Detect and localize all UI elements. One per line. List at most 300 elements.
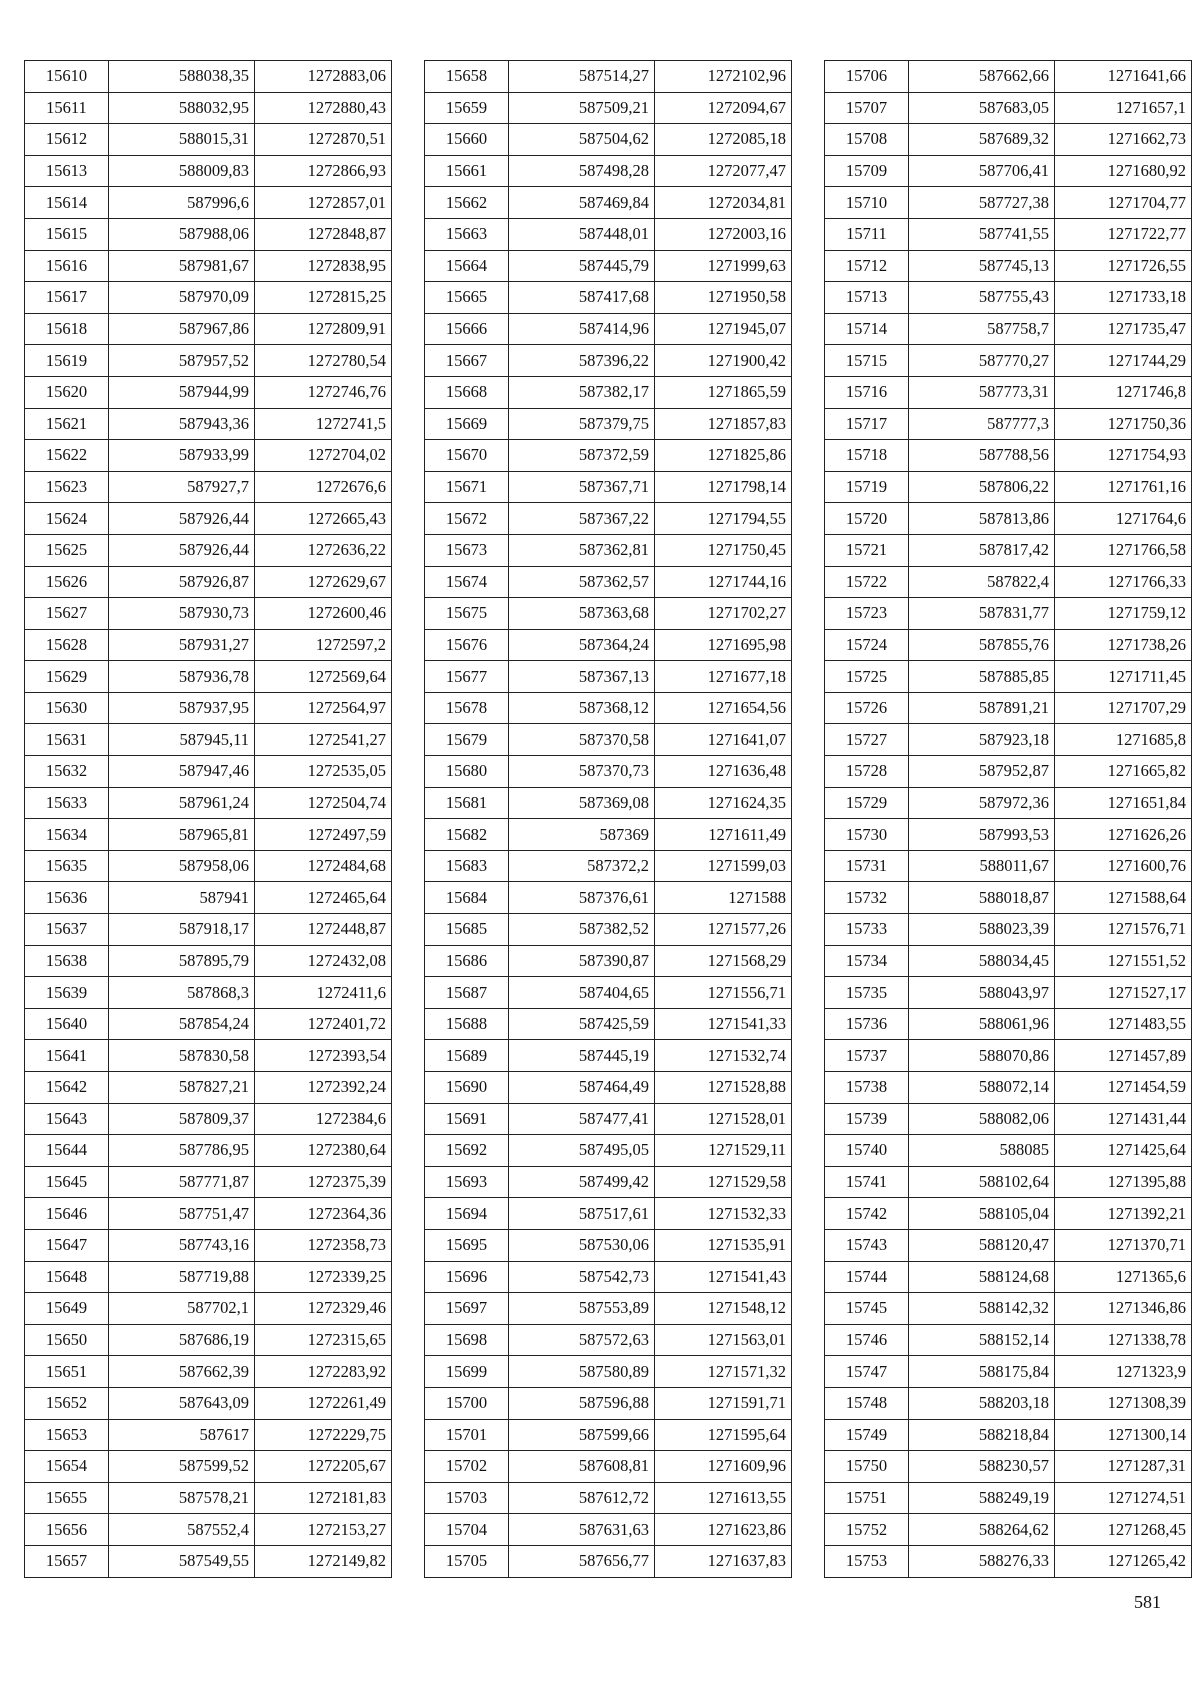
point-number-cell: 15707 [825,92,909,124]
point-number-cell: 15731 [825,850,909,882]
x-coordinate-cell: 587517,61 [509,1198,655,1230]
x-coordinate-cell: 587686,19 [109,1324,255,1356]
point-number-cell: 15630 [25,692,109,724]
coordinate-table-body [825,61,1192,1578]
x-coordinate-cell: 587943,36 [109,408,255,440]
point-number-cell: 15629 [25,661,109,693]
y-coordinate-cell: 1271623,86 [655,1514,792,1546]
point-number-cell: 15680 [425,756,509,788]
x-coordinate-cell: 588203,18 [909,1387,1055,1419]
x-coordinate-cell: 588120,47 [909,1229,1055,1261]
table-row [425,471,792,503]
table-row [825,629,1192,661]
x-coordinate-cell: 588102,64 [909,1166,1055,1198]
table-row [425,1387,792,1419]
point-number-cell: 15717 [825,408,909,440]
table-row [825,1324,1192,1356]
y-coordinate-cell: 1271535,91 [655,1229,792,1261]
table-row [825,61,1192,93]
y-coordinate-cell: 1271707,29 [1055,692,1192,724]
table-row [825,1545,1192,1577]
table-row [25,124,392,156]
point-number-cell: 15669 [425,408,509,440]
table-row [425,440,792,472]
table-row [425,1040,792,1072]
table-row [825,1482,1192,1514]
table-row [25,1103,392,1135]
point-number-cell: 15624 [25,503,109,535]
x-coordinate-cell: 587927,7 [109,471,255,503]
x-coordinate-cell: 587498,28 [509,155,655,187]
x-coordinate-cell: 587947,46 [109,756,255,788]
y-coordinate-cell: 1272380,64 [255,1135,392,1167]
y-coordinate-cell: 1271370,71 [1055,1229,1192,1261]
y-coordinate-cell: 1271641,66 [1055,61,1192,93]
y-coordinate-cell: 1271571,32 [655,1356,792,1388]
point-number-cell: 15705 [425,1545,509,1577]
x-coordinate-cell: 587806,22 [909,471,1055,503]
table-row [825,566,1192,598]
y-coordinate-cell: 1271702,27 [655,598,792,630]
y-coordinate-cell: 1272261,49 [255,1387,392,1419]
point-number-cell: 15675 [425,598,509,630]
point-number-cell: 15695 [425,1229,509,1261]
point-number-cell: 15640 [25,1008,109,1040]
y-coordinate-cell: 1271759,12 [1055,598,1192,630]
y-coordinate-cell: 1271750,36 [1055,408,1192,440]
point-number-cell: 15734 [825,945,909,977]
table-row [825,1356,1192,1388]
y-coordinate-cell: 1271529,11 [655,1135,792,1167]
point-number-cell: 15709 [825,155,909,187]
y-coordinate-cell: 1271568,29 [655,945,792,977]
table-row [825,1451,1192,1483]
point-number-cell: 15677 [425,661,509,693]
point-number-cell: 15645 [25,1166,109,1198]
x-coordinate-cell: 587933,99 [109,440,255,472]
table-row [25,756,392,788]
point-number-cell: 15633 [25,787,109,819]
point-number-cell: 15663 [425,218,509,250]
point-number-cell: 15712 [825,250,909,282]
table-row [25,1229,392,1261]
table-row [425,661,792,693]
point-number-cell: 15631 [25,724,109,756]
point-number-cell: 15625 [25,534,109,566]
x-coordinate-cell: 587369 [509,819,655,851]
x-coordinate-cell: 587509,21 [509,92,655,124]
x-coordinate-cell: 587809,37 [109,1103,255,1135]
y-coordinate-cell: 1271609,96 [655,1451,792,1483]
table-row [825,124,1192,156]
table-row [825,345,1192,377]
y-coordinate-cell: 1271738,26 [1055,629,1192,661]
point-number-cell: 15649 [25,1293,109,1325]
x-coordinate-cell: 587477,41 [509,1103,655,1135]
y-coordinate-cell: 1271599,03 [655,850,792,882]
x-coordinate-cell: 587970,09 [109,282,255,314]
y-coordinate-cell: 1271346,86 [1055,1293,1192,1325]
x-coordinate-cell: 587530,06 [509,1229,655,1261]
table-row [425,1451,792,1483]
x-coordinate-cell: 588072,14 [909,1072,1055,1104]
x-coordinate-cell: 587608,81 [509,1451,655,1483]
point-number-cell: 15636 [25,882,109,914]
y-coordinate-cell: 1272504,74 [255,787,392,819]
point-number-cell: 15692 [425,1135,509,1167]
point-number-cell: 15742 [825,1198,909,1230]
y-coordinate-cell: 1271657,1 [1055,92,1192,124]
point-number-cell: 15736 [825,1008,909,1040]
y-coordinate-cell: 1272401,72 [255,1008,392,1040]
y-coordinate-cell: 1271761,16 [1055,471,1192,503]
table-row [425,629,792,661]
y-coordinate-cell: 1271548,12 [655,1293,792,1325]
x-coordinate-cell: 587830,58 [109,1040,255,1072]
coordinate-table-3 [824,60,1192,1578]
table-row [25,1324,392,1356]
point-number-cell: 15733 [825,914,909,946]
x-coordinate-cell: 587967,86 [109,313,255,345]
y-coordinate-cell: 1271532,33 [655,1198,792,1230]
point-number-cell: 15715 [825,345,909,377]
point-number-cell: 15618 [25,313,109,345]
table-row [825,471,1192,503]
table-row [25,61,392,93]
y-coordinate-cell: 1271999,63 [655,250,792,282]
y-coordinate-cell: 1272780,54 [255,345,392,377]
y-coordinate-cell: 1272358,73 [255,1229,392,1261]
x-coordinate-cell: 587379,75 [509,408,655,440]
point-number-cell: 15729 [825,787,909,819]
y-coordinate-cell: 1272094,67 [655,92,792,124]
y-coordinate-cell: 1271654,56 [655,692,792,724]
x-coordinate-cell: 588276,33 [909,1545,1055,1577]
x-coordinate-cell: 588142,32 [909,1293,1055,1325]
x-coordinate-cell: 587599,52 [109,1451,255,1483]
table-row [825,534,1192,566]
table-row [825,503,1192,535]
y-coordinate-cell: 1272085,18 [655,124,792,156]
y-coordinate-cell: 1271425,64 [1055,1135,1192,1167]
point-number-cell: 15637 [25,914,109,946]
point-number-cell: 15678 [425,692,509,724]
x-coordinate-cell: 587972,36 [909,787,1055,819]
x-coordinate-cell: 587414,96 [509,313,655,345]
x-coordinate-cell: 587612,72 [509,1482,655,1514]
point-number-cell: 15719 [825,471,909,503]
table-row [825,1198,1192,1230]
point-number-cell: 15699 [425,1356,509,1388]
point-number-cell: 15706 [825,61,909,93]
point-number-cell: 15623 [25,471,109,503]
y-coordinate-cell: 1271677,18 [655,661,792,693]
table-row [825,1008,1192,1040]
x-coordinate-cell: 587813,86 [909,503,1055,535]
table-row [825,1229,1192,1261]
y-coordinate-cell: 1272339,25 [255,1261,392,1293]
y-coordinate-cell: 1271744,29 [1055,345,1192,377]
y-coordinate-cell: 1271392,21 [1055,1198,1192,1230]
y-coordinate-cell: 1272564,97 [255,692,392,724]
point-number-cell: 15658 [425,61,509,93]
y-coordinate-cell: 1271551,52 [1055,945,1192,977]
point-number-cell: 15632 [25,756,109,788]
table-row [25,629,392,661]
y-coordinate-cell: 1271798,14 [655,471,792,503]
y-coordinate-cell: 1271532,74 [655,1040,792,1072]
table-row [25,850,392,882]
point-number-cell: 15711 [825,218,909,250]
y-coordinate-cell: 1271528,88 [655,1072,792,1104]
y-coordinate-cell: 1271265,42 [1055,1545,1192,1577]
y-coordinate-cell: 1271483,55 [1055,1008,1192,1040]
table-row [425,92,792,124]
point-number-cell: 15626 [25,566,109,598]
point-number-cell: 15644 [25,1135,109,1167]
table-row [25,313,392,345]
y-coordinate-cell: 1271945,07 [655,313,792,345]
x-coordinate-cell: 587817,42 [909,534,1055,566]
x-coordinate-cell: 587777,3 [909,408,1055,440]
point-number-cell: 15620 [25,376,109,408]
point-number-cell: 15704 [425,1514,509,1546]
x-coordinate-cell: 587741,55 [909,218,1055,250]
point-number-cell: 15654 [25,1451,109,1483]
x-coordinate-cell: 587382,17 [509,376,655,408]
table-row [25,92,392,124]
y-coordinate-cell: 1272497,59 [255,819,392,851]
y-coordinate-cell: 1272866,93 [255,155,392,187]
point-number-cell: 15721 [825,534,909,566]
y-coordinate-cell: 1271680,92 [1055,155,1192,187]
y-coordinate-cell: 1271636,48 [655,756,792,788]
y-coordinate-cell: 1272857,01 [255,187,392,219]
y-coordinate-cell: 1271541,33 [655,1008,792,1040]
table-row [25,1482,392,1514]
table-row [25,1072,392,1104]
point-number-cell: 15691 [425,1103,509,1135]
y-coordinate-cell: 1271950,58 [655,282,792,314]
table-row [425,566,792,598]
point-number-cell: 15738 [825,1072,909,1104]
x-coordinate-cell: 587404,65 [509,977,655,1009]
table-row [425,376,792,408]
x-coordinate-cell: 587996,6 [109,187,255,219]
coordinate-table-body [25,61,392,1578]
x-coordinate-cell: 588061,96 [909,1008,1055,1040]
table-row [25,408,392,440]
x-coordinate-cell: 587662,66 [909,61,1055,93]
point-number-cell: 15713 [825,282,909,314]
table-row [825,692,1192,724]
y-coordinate-cell: 1271900,42 [655,345,792,377]
y-coordinate-cell: 1272870,51 [255,124,392,156]
x-coordinate-cell: 588023,39 [909,914,1055,946]
point-number-cell: 15643 [25,1103,109,1135]
table-row [825,92,1192,124]
table-row [825,155,1192,187]
y-coordinate-cell: 1271588,64 [1055,882,1192,914]
point-number-cell: 15621 [25,408,109,440]
point-number-cell: 15676 [425,629,509,661]
x-coordinate-cell: 587596,88 [509,1387,655,1419]
point-number-cell: 15647 [25,1229,109,1261]
y-coordinate-cell: 1272003,16 [655,218,792,250]
point-number-cell: 15674 [425,566,509,598]
x-coordinate-cell: 587918,17 [109,914,255,946]
table-row [425,1008,792,1040]
x-coordinate-cell: 587382,52 [509,914,655,946]
point-number-cell: 15746 [825,1324,909,1356]
x-coordinate-cell: 587771,87 [109,1166,255,1198]
y-coordinate-cell: 1272809,91 [255,313,392,345]
y-coordinate-cell: 1271541,43 [655,1261,792,1293]
x-coordinate-cell: 587553,89 [509,1293,655,1325]
table-row [25,661,392,693]
table-row [825,1103,1192,1135]
x-coordinate-cell: 587926,44 [109,534,255,566]
table-row [25,345,392,377]
table-row [25,376,392,408]
x-coordinate-cell: 587372,2 [509,850,655,882]
point-number-cell: 15638 [25,945,109,977]
y-coordinate-cell: 1272880,43 [255,92,392,124]
x-coordinate-cell: 588085 [909,1135,1055,1167]
point-number-cell: 15710 [825,187,909,219]
point-number-cell: 15727 [825,724,909,756]
y-coordinate-cell: 1271624,35 [655,787,792,819]
x-coordinate-cell: 587702,1 [109,1293,255,1325]
y-coordinate-cell: 1271600,76 [1055,850,1192,882]
table-row [25,1135,392,1167]
y-coordinate-cell: 1271726,55 [1055,250,1192,282]
table-row [25,1545,392,1577]
x-coordinate-cell: 588070,86 [909,1040,1055,1072]
point-number-cell: 15655 [25,1482,109,1514]
table-row [825,945,1192,977]
y-coordinate-cell: 1271528,01 [655,1103,792,1135]
point-number-cell: 15628 [25,629,109,661]
table-row [425,1072,792,1104]
table-row [25,503,392,535]
y-coordinate-cell: 1271641,07 [655,724,792,756]
table-row [25,1198,392,1230]
page-number: 581 [1134,1592,1161,1612]
y-coordinate-cell: 1272541,27 [255,724,392,756]
x-coordinate-cell: 587396,22 [509,345,655,377]
x-coordinate-cell: 587786,95 [109,1135,255,1167]
y-coordinate-cell: 1271651,84 [1055,787,1192,819]
point-number-cell: 15614 [25,187,109,219]
y-coordinate-cell: 1271323,9 [1055,1356,1192,1388]
point-number-cell: 15720 [825,503,909,535]
x-coordinate-cell: 588015,31 [109,124,255,156]
table-row [25,819,392,851]
x-coordinate-cell: 587926,44 [109,503,255,535]
y-coordinate-cell: 1271595,64 [655,1419,792,1451]
x-coordinate-cell: 587617 [109,1419,255,1451]
x-coordinate-cell: 587773,31 [909,376,1055,408]
y-coordinate-cell: 1272535,05 [255,756,392,788]
x-coordinate-cell: 587945,11 [109,724,255,756]
y-coordinate-cell: 1272077,47 [655,155,792,187]
point-number-cell: 15751 [825,1482,909,1514]
y-coordinate-cell: 1271735,47 [1055,313,1192,345]
x-coordinate-cell: 587599,66 [509,1419,655,1451]
table-row [825,1040,1192,1072]
table-row [825,250,1192,282]
x-coordinate-cell: 588105,04 [909,1198,1055,1230]
y-coordinate-cell: 1272484,68 [255,850,392,882]
point-number-cell: 15622 [25,440,109,472]
x-coordinate-cell: 587988,06 [109,218,255,250]
table-row [25,724,392,756]
table-row [25,1387,392,1419]
point-number-cell: 15648 [25,1261,109,1293]
point-number-cell: 15716 [825,376,909,408]
x-coordinate-cell: 588082,06 [909,1103,1055,1135]
x-coordinate-cell: 587376,61 [509,882,655,914]
table-row [25,440,392,472]
y-coordinate-cell: 1271754,93 [1055,440,1192,472]
x-coordinate-cell: 587445,19 [509,1040,655,1072]
y-coordinate-cell: 1271722,77 [1055,218,1192,250]
table-row [25,977,392,1009]
table-row [425,534,792,566]
y-coordinate-cell: 1272181,83 [255,1482,392,1514]
point-number-cell: 15747 [825,1356,909,1388]
x-coordinate-cell: 587727,38 [909,187,1055,219]
y-coordinate-cell: 1272432,08 [255,945,392,977]
y-coordinate-cell: 1272384,6 [255,1103,392,1135]
y-coordinate-cell: 1271395,88 [1055,1166,1192,1198]
x-coordinate-cell: 587993,53 [909,819,1055,851]
table-row [825,187,1192,219]
x-coordinate-cell: 587941 [109,882,255,914]
y-coordinate-cell: 1271744,16 [655,566,792,598]
point-number-cell: 15681 [425,787,509,819]
y-coordinate-cell: 1271338,78 [1055,1324,1192,1356]
point-number-cell: 15646 [25,1198,109,1230]
table-row [425,882,792,914]
table-row [825,661,1192,693]
x-coordinate-cell: 587957,52 [109,345,255,377]
table-row [825,850,1192,882]
point-number-cell: 15693 [425,1166,509,1198]
table-row [25,1008,392,1040]
point-number-cell: 15683 [425,850,509,882]
y-coordinate-cell: 1271733,18 [1055,282,1192,314]
point-number-cell: 15732 [825,882,909,914]
table-row [825,787,1192,819]
table-row [825,313,1192,345]
x-coordinate-cell: 587368,12 [509,692,655,724]
table-row [825,756,1192,788]
point-number-cell: 15722 [825,566,909,598]
x-coordinate-cell: 587369,08 [509,787,655,819]
point-number-cell: 15686 [425,945,509,977]
y-coordinate-cell: 1271711,45 [1055,661,1192,693]
x-coordinate-cell: 587370,58 [509,724,655,756]
point-number-cell: 15748 [825,1387,909,1419]
x-coordinate-cell: 587958,06 [109,850,255,882]
x-coordinate-cell: 587362,57 [509,566,655,598]
point-number-cell: 15703 [425,1482,509,1514]
y-coordinate-cell: 1272448,87 [255,914,392,946]
table-row [825,724,1192,756]
table-row [425,1293,792,1325]
